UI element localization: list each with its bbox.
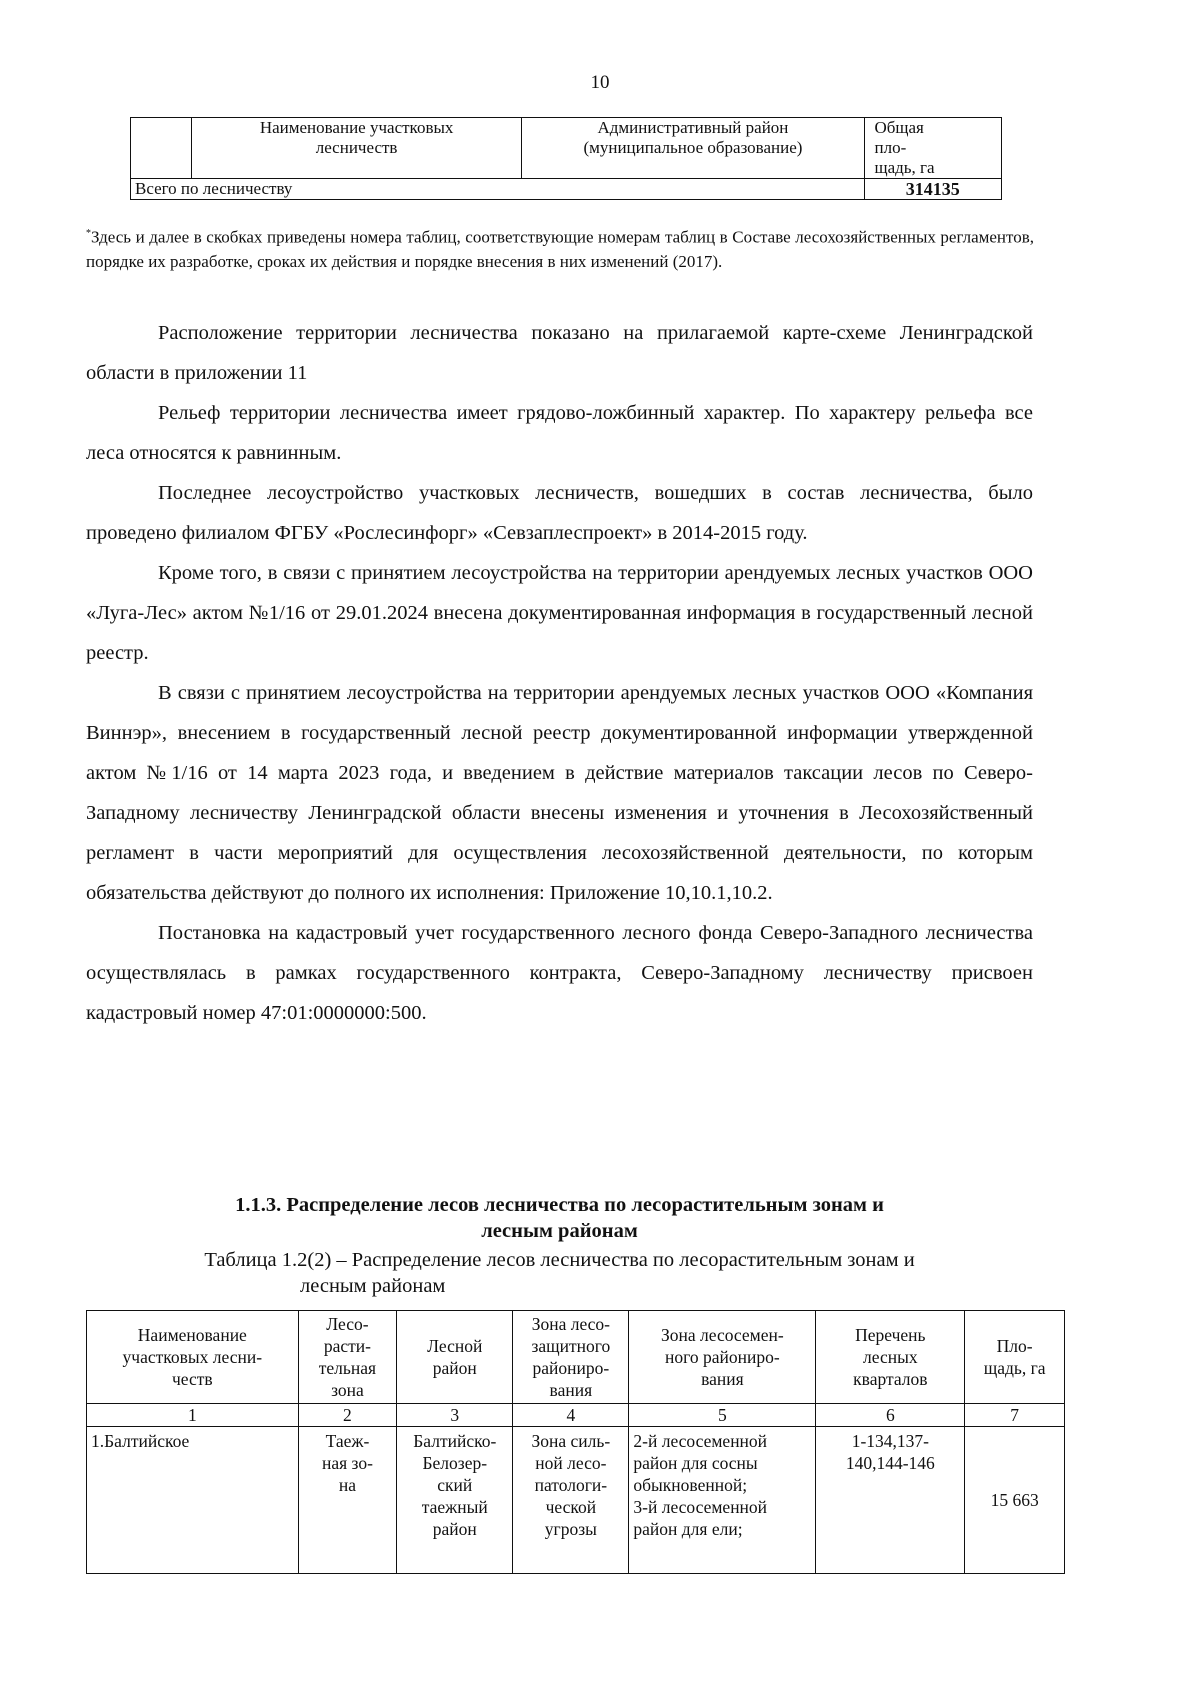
cell-line: на <box>338 1475 356 1495</box>
cell-line: таежный <box>421 1497 488 1517</box>
header-line: честв <box>171 1369 213 1389</box>
header-line: вания <box>701 1369 744 1389</box>
forestry-name-cell: 1.Балтийское <box>87 1427 299 1574</box>
header-line: ного райониро- <box>665 1347 780 1367</box>
header-cell-total-area <box>864 118 1002 179</box>
cell-line: Балтийско- <box>413 1431 497 1451</box>
vegetation-zone-cell <box>298 1427 397 1574</box>
header-line: (муниципальное образование) <box>583 138 803 157</box>
seed-zone-cell <box>629 1427 816 1574</box>
column-number: 7 <box>965 1404 1065 1427</box>
header-cell <box>298 1311 397 1404</box>
header-cell-forestry-name <box>191 118 522 179</box>
table-caption: Таблица 1.2(2) – Распределение лесов лесничества по лесорастительным зонам и <box>204 1249 915 1271</box>
header-line: участковых лесни- <box>122 1347 263 1367</box>
footnote-marker: * <box>86 228 91 239</box>
header-line: щадь, га <box>983 1358 1046 1378</box>
header-cell <box>965 1311 1065 1404</box>
cell-line: район для сосны <box>633 1453 758 1473</box>
header-line: Зона лесосемен- <box>661 1325 784 1345</box>
protection-zone-cell <box>513 1427 629 1574</box>
header-cell <box>513 1311 629 1404</box>
total-value: 314135 <box>864 179 1002 200</box>
paragraph: Расположение территории лесничества показано на прилагаемой карте-схеме Ленинградской области в приложении 11 <box>86 322 1033 384</box>
cell-line: ский <box>437 1475 473 1495</box>
cell-line: патологи- <box>534 1475 608 1495</box>
total-label: Всего по лесничеству <box>131 179 865 200</box>
header-line: вания <box>549 1380 593 1400</box>
header-line: Перечень <box>855 1325 926 1345</box>
header-line: Пло- <box>996 1336 1033 1356</box>
table-total-row <box>131 179 1002 200</box>
footnote <box>86 222 1034 274</box>
cell-line: 140,144-146 <box>845 1453 935 1473</box>
cell-line: угрозы <box>544 1519 597 1539</box>
forest-zones-table <box>86 1310 1065 1574</box>
forestry-area-table <box>130 117 1002 200</box>
header-cell <box>397 1311 513 1404</box>
header-line: защитного <box>531 1336 611 1356</box>
section-title <box>86 1192 1033 1244</box>
header-line: щадь, га <box>874 158 935 177</box>
header-line: Зона лесо- <box>531 1314 610 1334</box>
paragraph: Последнее лесоустройство участковых лесничеств, вошедших в состав лесничества, было проведено филиалом ФГБУ «Рослесинфорг» «Севзаплеспроект» в 2014-2015 году. <box>86 482 1033 544</box>
cell-line: район для ели; <box>633 1519 743 1539</box>
header-line: зона <box>331 1380 364 1400</box>
header-cell-admin-district <box>522 118 864 179</box>
body-text <box>86 313 1033 1033</box>
header-cell <box>629 1311 816 1404</box>
header-line: район <box>432 1358 477 1378</box>
cell-line: 2-й лесосеменной <box>633 1431 768 1451</box>
forest-district-cell <box>397 1427 513 1574</box>
cell-line: 1-134,137- <box>851 1431 929 1451</box>
cell-line: район <box>432 1519 477 1539</box>
header-line: пло- <box>874 138 907 157</box>
paragraph: Кроме того, в связи с принятием лесоустройства на территории арендуемых лесных участков ООО «Луга-Лес» актом №1/16 от 29.01.2024 внесена документированная информация в государственный лесной реестр. <box>86 562 1033 664</box>
cell-line: Белозер- <box>422 1453 488 1473</box>
column-number: 1 <box>87 1404 299 1427</box>
cell-line: 3-й лесосеменной <box>633 1497 768 1517</box>
table-row <box>87 1427 1065 1574</box>
column-number: 5 <box>629 1404 816 1427</box>
header-line: кварталов <box>853 1369 928 1389</box>
header-line: райониро- <box>532 1358 610 1378</box>
area-cell: 15 663 <box>965 1427 1065 1574</box>
header-line: Наименование участковых <box>259 118 454 137</box>
column-number: 4 <box>513 1404 629 1427</box>
section-title-line: лесным районам <box>481 1220 638 1242</box>
paragraph: В связи с принятием лесоустройства на территории арендуемых лесных участков ООО «Компания Виннэр», внесением в государственный лесной реестр документированной информации утвержденной актом №1/16 от 14 марта 2023 года, и введением в действие материалов таксации лесов по Северо-Западному лесничеству Ленинградской области внесены изменения и уточнения в Лесохозяйственный регламент в части мероприятий для осуществления лесохозяйственной деятельности, по которым обязательства действуют до полного их исполнения: Приложение 10,10.1,10.2. <box>86 682 1033 904</box>
paragraph: Рельеф территории лесничества имеет грядово-ложбинный характер. По характеру рельефа все леса относятся к равнинным. <box>86 402 1033 464</box>
header-line: расти- <box>323 1336 371 1356</box>
cell-line: ная зо- <box>321 1453 373 1473</box>
cell-line: ческой <box>545 1497 597 1517</box>
section-title-line: 1.1.3. Распределение лесов лесничества по лесорастительным зонам и <box>235 1194 884 1216</box>
header-line: Наименование <box>137 1325 247 1345</box>
header-cell-empty <box>131 118 192 179</box>
header-line: Общая <box>874 118 924 137</box>
column-number: 2 <box>298 1404 397 1427</box>
footnote-text: Здесь и далее в скобках приведены номера таблиц, соответствующие номерам таблиц в Составе лесохозяйственных регламентов, порядке их разработке, сроках их действия и порядке внесения в них изменений (2017). <box>86 227 1034 271</box>
page-number: 10 <box>590 72 610 93</box>
cell-line: обыкновенной; <box>633 1475 748 1495</box>
header-line: Лесной <box>427 1336 483 1356</box>
table-header-row <box>87 1311 1065 1404</box>
header-line: лесничеств <box>315 138 398 157</box>
table-caption-continuation: лесным районам <box>300 1275 446 1297</box>
column-number: 3 <box>397 1404 513 1427</box>
column-number: 6 <box>816 1404 965 1427</box>
header-line: Лесо- <box>326 1314 369 1334</box>
cell-line: Зона силь- <box>531 1431 611 1451</box>
header-cell <box>87 1311 299 1404</box>
header-cell <box>816 1311 965 1404</box>
cell-line: Таеж- <box>325 1431 370 1451</box>
column-number-row <box>87 1404 1065 1427</box>
table-header-row <box>131 118 1002 179</box>
header-line: тельная <box>318 1358 377 1378</box>
header-line: лесных <box>863 1347 918 1367</box>
header-line: Административный район <box>597 118 789 137</box>
quarters-cell <box>816 1427 965 1574</box>
paragraph: Постановка на кадастровый учет государственного лесного фонда Северо-Западного лесничества осуществлялась в рамках государственного контракта, Северо-Западному лесничеству присвоен кадастровый номер 47:01:0000000:500. <box>86 922 1033 1024</box>
cell-line: ной лесо- <box>535 1453 607 1473</box>
